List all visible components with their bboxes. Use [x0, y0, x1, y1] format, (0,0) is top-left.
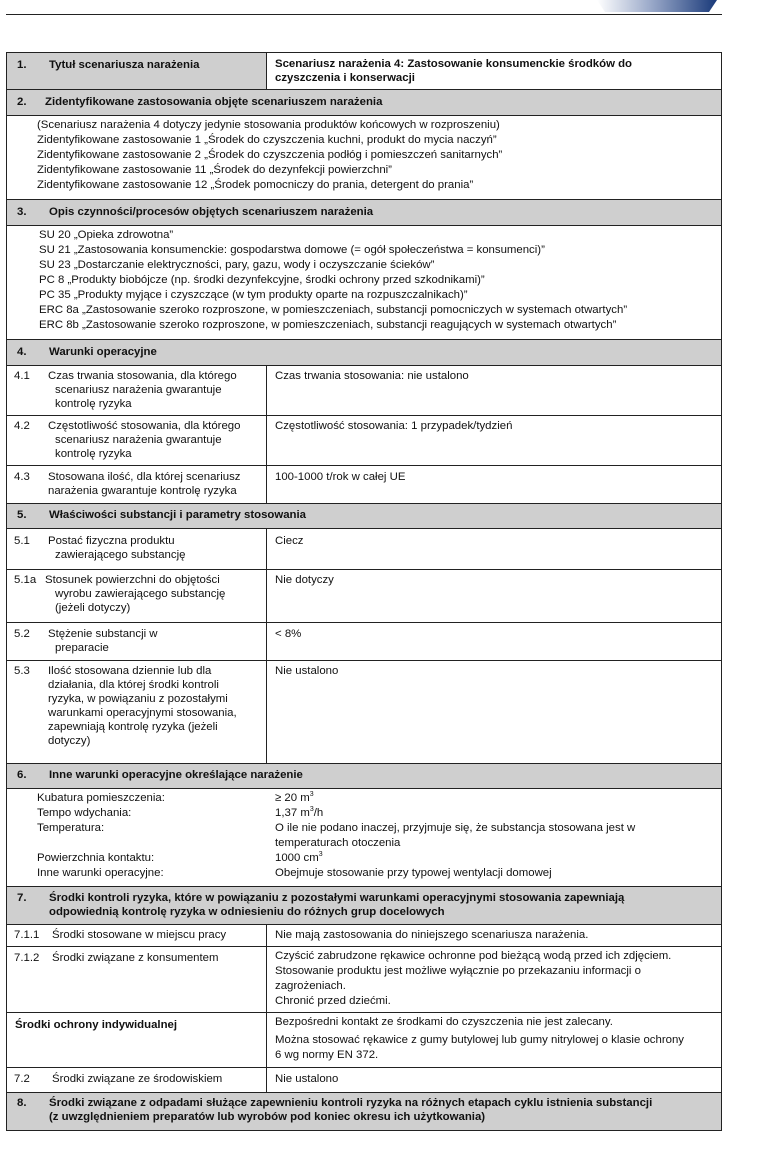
row-4-2 [7, 416, 721, 466]
row-value: Częstotliwość stosowania: 1 przypadek/tydzień [275, 420, 513, 432]
section-8-number: 8. [17, 1097, 27, 1109]
condition-key: Kubatura pomieszczenia: [37, 792, 165, 804]
condition-key: Temperatura: [37, 822, 105, 834]
descriptor-line: SU 20 „Opieka zdrowotna” [39, 229, 174, 241]
section-4-number: 4. [17, 346, 27, 358]
row-label: Środki związane z konsumentem [52, 952, 219, 964]
section-7-number: 7. [17, 892, 27, 904]
section-3-title: Opis czynności/procesów objętych scenariuszem narażenia [49, 206, 374, 218]
measure-line: zagrożeniach. [275, 980, 346, 992]
row-label-line: Stosunek powierzchni do objętości [45, 574, 220, 586]
section-8-title-line-1: Środki związane z odpadami służące zapewnieniu kontroli ryzyka na różnych etapach cyklu istnienia substancji [49, 1097, 653, 1109]
row-number: 7.1.2 [14, 952, 40, 964]
top-rule [6, 14, 722, 15]
row-label-line: działania, dla której środki kontroli [48, 679, 219, 691]
condition-value: O ile nie podano inaczej, przyjmuje się, że substancja stosowana jest w [275, 822, 636, 834]
row-label-line: Stosowana ilość, dla której scenariusz [48, 471, 241, 483]
row-number: 5.3 [14, 665, 30, 677]
section-3-header [7, 200, 721, 226]
section-8-header [7, 1093, 721, 1130]
row-label: Środki ochrony indywidualnej [15, 1019, 178, 1031]
row-label-line: kontrolę ryzyka [55, 448, 132, 460]
row-label-line: scenariusz narażenia gwarantuje [55, 434, 222, 446]
row-7-1-2 [7, 947, 721, 1013]
condition-value: ≥ 20 $m^3$ [275, 791, 314, 804]
section-2-title: Zidentyfikowane zastosowania objęte scenariuszem narażenia [45, 96, 383, 108]
section-6-header [7, 764, 721, 789]
row-label: Środki związane ze środowiskiem [52, 1073, 223, 1085]
row-label-line: scenariusz narażenia gwarantuje [55, 384, 222, 396]
row-label-line: zapewniają kontrolę ryzyka (jeżeli [48, 721, 218, 733]
row-label-line: warunkami operacyjnymi stosowania, [48, 707, 237, 719]
row-label-line: narażenia gwarantuje kontrolę ryzyka [48, 485, 237, 497]
condition-key: Tempo wdychania: [37, 807, 132, 819]
row-value: Nie mają zastosowania do niniejszego scenariusza narażenia. [275, 929, 589, 941]
row-label-line: zawierającego substancję [55, 549, 186, 561]
row-value: Nie ustalono [275, 1073, 339, 1085]
condition-value: Obejmuje stosowanie przy typowej wentylacji domowej [275, 867, 552, 879]
measure-line: Czyścić zabrudzone rękawice ochronne pod bieżącą wodą przed ich zdjęciem. [275, 950, 672, 962]
row-label-line: Stężenie substancji w [48, 628, 158, 640]
row-value: 100-1000 t/rok w całej UE [275, 471, 406, 483]
row-label-line: Czas trwania stosowania, dla którego [48, 370, 237, 382]
row-label-line: ryzyka, w powiązaniu z pozostałymi [48, 693, 228, 705]
descriptor-line: SU 21 „Zastosowania konsumenckie: gospodarstwa domowe (= ogół społeczeństwa = konsumenci)” [39, 244, 545, 256]
row-label-line: kontrolę ryzyka [55, 398, 132, 410]
section-2-header [7, 90, 721, 116]
row-5-3 [7, 661, 721, 764]
row-number: 7.1.1 [14, 929, 40, 941]
section-5-header [7, 504, 721, 529]
identified-use-line: Zidentyfikowane zastosowanie 2 „Środek do czyszczenia podłóg i pomieszczeń sanitarnych” [37, 149, 503, 161]
row-label-line: wyrobu zawierającego substancję [55, 588, 226, 600]
condition-key: Inne warunki operacyjne: [37, 867, 164, 879]
section-2-body [7, 116, 721, 200]
section-7-title-line-2: odpowiednią kontrolę ryzyka w odniesieniu do różnych grup docelowych [49, 906, 445, 918]
row-ppe [7, 1013, 721, 1068]
descriptor-line: SU 23 „Dostarczanie elektryczności, pary, gazu, wody i oczyszczanie ścieków” [39, 259, 435, 271]
row-label-line: preparacie [55, 642, 109, 654]
row-number: 5.2 [14, 628, 30, 640]
section-7-header [7, 887, 721, 925]
row-4-1 [7, 366, 721, 416]
descriptor-line: ERC 8a „Zastosowanie szeroko rozproszone, w pomieszczeniach, substancji pomocniczych w systemach otwartych” [39, 304, 628, 316]
section-4-header [7, 340, 721, 366]
section-3-body [7, 226, 721, 340]
descriptor-line: PC 8 „Produkty biobójcze (np. środki dezynfekcyjne, środki ochrony przed szkodnikami)” [39, 274, 485, 286]
row-7-1-1 [7, 925, 721, 947]
condition-value: temperaturach otoczenia [275, 837, 401, 849]
measure-line: Chronić przed dziećmi. [275, 995, 391, 1007]
row-number: 4.2 [14, 420, 30, 432]
section-6-body [7, 789, 721, 887]
section-7-title-line-1: Środki kontroli ryzyka, które w powiązaniu z pozostałymi warunkami operacyjnymi stosowania zapewniają [49, 892, 625, 904]
section-1-number: 1. [17, 59, 27, 71]
row-number: 5.1 [14, 535, 30, 547]
identified-use-line: (Scenariusz narażenia 4 dotyczy jedynie stosowania produktów końcowych w rozproszeniu) [37, 119, 500, 131]
row-number: 4.3 [14, 471, 30, 483]
row-label-line: Ilość stosowana dziennie lub dla [48, 665, 212, 677]
measure-line: Można stosować rękawice z gumy butylowej lub gumy nitrylowej o klasie ochrony [275, 1034, 684, 1046]
descriptor-line: PC 35 „Produkty myjące i czyszczące (w tym produkty oparte na rozpuszczalnikach)” [39, 289, 468, 301]
section-2-number: 2. [17, 96, 27, 108]
section-6-number: 6. [17, 769, 27, 781]
row-value: Ciecz [275, 535, 304, 547]
descriptor-line: ERC 8b „Zastosowanie szeroko rozproszone, w pomieszczeniach, substancji reagujących w systemach otwartych” [39, 319, 617, 331]
row-number: 5.1a [14, 574, 37, 586]
section-1-row [7, 53, 721, 90]
row-label-line: Postać fizyczna produktu [48, 535, 175, 547]
section-4-title: Warunki operacyjne [49, 346, 157, 358]
row-label-line: dotyczy) [48, 735, 91, 747]
section-5-number: 5. [17, 509, 27, 521]
exposure-scenario-table [6, 52, 722, 1131]
identified-use-line: Zidentyfikowane zastosowanie 1 „Środek do czyszczenia kuchni, produkt do mycia naczyń” [37, 134, 497, 146]
brand-swoosh-logo [597, 0, 717, 12]
condition-key: Powierzchnia kontaktu: [37, 852, 155, 864]
identified-use-line: Zidentyfikowane zastosowanie 12 „Środek pomocniczy do prania, detergent do prania” [37, 179, 474, 191]
identified-use-line: Zidentyfikowane zastosowanie 11 „Środek do dezynfekcji powierzchni” [37, 164, 392, 176]
row-5-2 [7, 623, 721, 661]
section-1-title: Tytuł scenariusza narażenia [49, 59, 200, 71]
measure-line: 6 wg normy EN 372. [275, 1049, 379, 1061]
row-number: 7.2 [14, 1073, 30, 1085]
condition-value: 1,37 $m^3/h$ [275, 806, 324, 819]
row-value: Czas trwania stosowania: nie ustalono [275, 370, 469, 382]
row-label-line: (jeżeli dotyczy) [55, 602, 131, 614]
section-3-number: 3. [17, 206, 27, 218]
scenario-title-line-2: czyszczenia i konserwacji [275, 72, 415, 84]
row-value: Nie dotyczy [275, 574, 334, 586]
section-8-title-line-2: (z uwzględnieniem preparatów lub wyrobów pod koniec okresu ich użytkowania) [49, 1111, 486, 1123]
row-5-1a [7, 570, 721, 623]
row-label: Środki stosowane w miejscu pracy [52, 929, 227, 941]
row-7-2 [7, 1068, 721, 1093]
measure-line: Stosowanie produktu jest możliwe wyłącznie po przekazaniu informacji o [275, 965, 641, 977]
measure-line: Bezpośredni kontakt ze środkami do czyszczenia nie jest zalecany. [275, 1016, 613, 1028]
section-5-title: Właściwości substancji i parametry stosowania [49, 509, 307, 521]
row-value: < 8% [275, 628, 302, 640]
scenario-title-line-1: Scenariusz narażenia 4: Zastosowanie konsumenckie środków do [275, 58, 633, 70]
section-6-title: Inne warunki operacyjne określające narażenie [49, 769, 303, 781]
row-5-1 [7, 529, 721, 570]
row-4-3 [7, 466, 721, 504]
row-value: Nie ustalono [275, 665, 339, 677]
condition-value: 1000 $cm^3$ [275, 851, 323, 864]
row-label-line: Częstotliwość stosowania, dla którego [48, 420, 241, 432]
row-number: 4.1 [14, 370, 30, 382]
